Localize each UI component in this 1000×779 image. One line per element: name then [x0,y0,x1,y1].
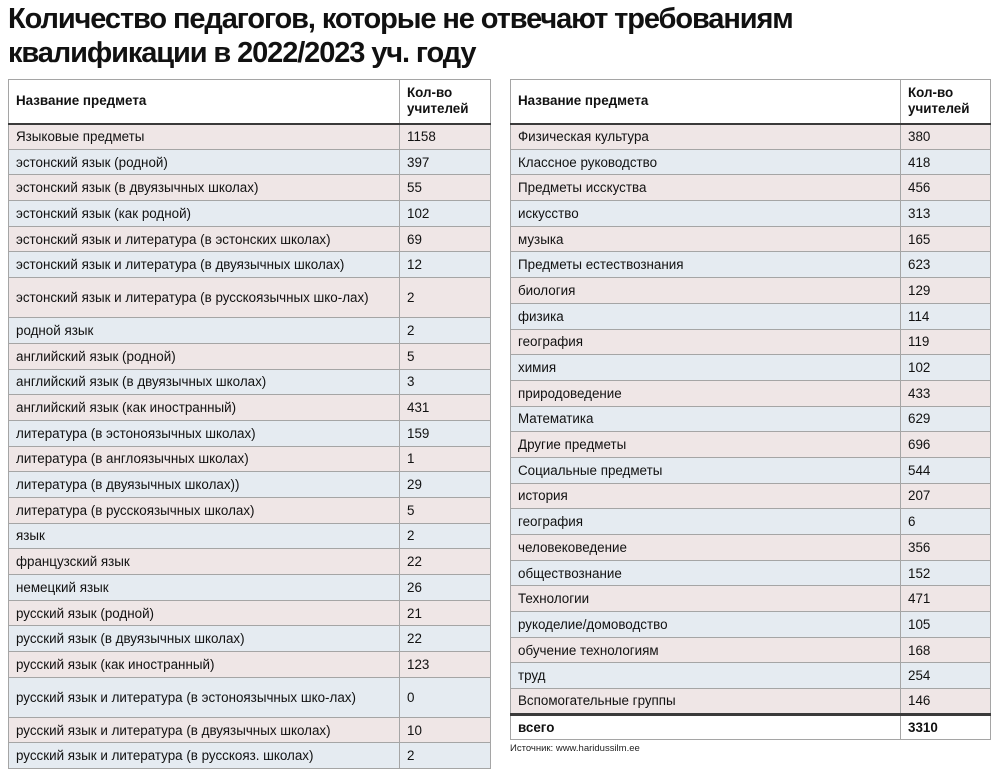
table-row [511,535,991,561]
table-row [511,560,991,586]
teacher-count: 696 [901,432,991,458]
subject-name: Социальные предметы [511,457,901,483]
table-row [511,612,991,638]
subject-name: английский язык (в двуязычных школах) [9,369,400,395]
subject-name: эстонский язык и литература (в эстонских школах) [9,226,400,252]
subject-name: родной язык [9,318,400,344]
teacher-count: 119 [901,329,991,355]
subject-name: Другие предметы [511,432,901,458]
teacher-count: 22 [400,549,491,575]
teacher-count: 1158 [400,124,491,150]
table-row [511,201,991,227]
teacher-count: 313 [901,201,991,227]
table-row [511,124,991,150]
table-row [511,303,991,329]
subject-name: эстонский язык и литература (в русскоязычных шко-лах) [9,278,400,318]
subject-name: английский язык (родной) [9,343,400,369]
table-row [9,497,491,523]
table-row [9,420,491,446]
subject-name: литература (в двуязычных школах)) [9,472,400,498]
teacher-count: 433 [901,380,991,406]
subject-name: химия [511,355,901,381]
subject-name: русский язык и литература (в русскояз. школах) [9,743,400,769]
teacher-count: 6 [901,509,991,535]
table-row [9,677,491,717]
subject-name: русский язык (как иностранный) [9,652,400,678]
table-row [9,175,491,201]
subject-column-header: Название предмета [511,80,901,124]
teacher-count: 129 [901,278,991,304]
page-title: Количество педагогов, которые не отвечают требованиям квалификации в 2022/2023 уч. году [8,3,793,69]
teacher-count: 29 [400,472,491,498]
subject-name: Физическая культура [511,124,901,150]
table-row [511,380,991,406]
teacher-count: 207 [901,483,991,509]
teacher-count: 356 [901,535,991,561]
subject-name: география [511,329,901,355]
table-row [9,626,491,652]
source-note: Источник: www.haridussilm.ee [510,743,640,754]
table-row [511,432,991,458]
table-row [9,523,491,549]
table-row [511,175,991,201]
table-row [9,201,491,227]
teacher-count: 1 [400,446,491,472]
teacher-count: 146 [901,689,991,715]
right-table [510,79,991,740]
subject-name: Вспомогательные группы [511,689,901,715]
teacher-count: 456 [901,175,991,201]
subject-name: Предметы естествознания [511,252,901,278]
subject-name: музыка [511,226,901,252]
table-row [511,689,991,715]
subject-name: английский язык (как иностранный) [9,395,400,421]
teacher-count: 69 [400,226,491,252]
subject-name: физика [511,303,901,329]
teacher-count: 2 [400,743,491,769]
teacher-count: 102 [400,201,491,227]
subject-name: эстонский язык и литература (в двуязычных школах) [9,252,400,278]
table-row [9,395,491,421]
subject-column-header: Название предмета [9,80,400,124]
teacher-count: 165 [901,226,991,252]
teacher-count: 152 [901,560,991,586]
teacher-count: 5 [400,497,491,523]
table-row [511,457,991,483]
table-row [9,575,491,601]
subject-name: Предметы исскуства [511,175,901,201]
table-row [9,717,491,743]
table-row [511,226,991,252]
subject-name: Языковые предметы [9,124,400,150]
table-row [9,226,491,252]
table-header-row [511,80,991,124]
table-row [511,637,991,663]
subject-name: география [511,509,901,535]
teacher-count: 431 [400,395,491,421]
subject-name: Технологии [511,586,901,612]
table-row [9,472,491,498]
table-row [511,483,991,509]
table-row [511,355,991,381]
table-header-row [9,80,491,124]
subject-name: литература (в эстоноязычных школах) [9,420,400,446]
teacher-count: 254 [901,663,991,689]
teacher-count: 629 [901,406,991,432]
teacher-count: 544 [901,457,991,483]
teacher-count: 471 [901,586,991,612]
table-row [511,149,991,175]
table-row [9,446,491,472]
teacher-count: 5 [400,343,491,369]
subject-name: эстонский язык (родной) [9,149,400,175]
subject-name: искусство [511,201,901,227]
table-row [511,663,991,689]
subject-name: русский язык (в двуязычных школах) [9,626,400,652]
table-row [9,149,491,175]
subject-name: русский язык и литература (в двуязычных школах) [9,717,400,743]
subject-name: рукоделие/домоводство [511,612,901,638]
teacher-count: 102 [901,355,991,381]
count-column-header: Кол-во учителей [901,80,991,124]
teacher-count: 26 [400,575,491,601]
subject-name: язык [9,523,400,549]
table-row [9,369,491,395]
count-column-header: Кол-во учителей [400,80,491,124]
table-row [511,252,991,278]
subject-name: труд [511,663,901,689]
subject-name: русский язык и литература (в эстоноязычных шко-лах) [9,677,400,717]
teacher-count: 380 [901,124,991,150]
total-label: всего [511,714,901,739]
teacher-count: 3 [400,369,491,395]
teacher-count: 168 [901,637,991,663]
total-count: 3310 [901,714,991,739]
teacher-count: 159 [400,420,491,446]
teacher-count: 2 [400,523,491,549]
table-row [511,406,991,432]
teacher-count: 55 [400,175,491,201]
table-row [511,278,991,304]
table-row [9,343,491,369]
table-row [511,509,991,535]
teacher-count: 22 [400,626,491,652]
subject-name: немецкий язык [9,575,400,601]
subject-name: эстонский язык (как родной) [9,201,400,227]
subject-name: обществознание [511,560,901,586]
subject-name: литература (в англоязычных школах) [9,446,400,472]
teacher-count: 123 [400,652,491,678]
table-row [9,652,491,678]
teacher-count: 0 [400,677,491,717]
subject-name: обучение технологиям [511,637,901,663]
table-row [9,549,491,575]
table-row [9,278,491,318]
left-table [8,79,491,769]
table-row [9,318,491,344]
table-row [511,586,991,612]
teacher-count: 2 [400,278,491,318]
subject-name: Классное руководство [511,149,901,175]
teacher-count: 2 [400,318,491,344]
subject-name: история [511,483,901,509]
teacher-count: 105 [901,612,991,638]
table-row [9,743,491,769]
table-row [9,124,491,150]
subject-name: эстонский язык (в двуязычных школах) [9,175,400,201]
teacher-count: 397 [400,149,491,175]
teacher-count: 623 [901,252,991,278]
subject-name: русский язык (родной) [9,600,400,626]
subject-name: человековедение [511,535,901,561]
subject-name: биология [511,278,901,304]
subject-name: природоведение [511,380,901,406]
table-row [9,600,491,626]
teacher-count: 10 [400,717,491,743]
table-row [9,252,491,278]
subject-name: французский язык [9,549,400,575]
total-row [511,714,991,739]
table-row [511,329,991,355]
teacher-count: 21 [400,600,491,626]
subject-name: Математика [511,406,901,432]
subject-name: литература (в русскоязычных школах) [9,497,400,523]
teacher-count: 418 [901,149,991,175]
teacher-count: 114 [901,303,991,329]
teacher-count: 12 [400,252,491,278]
